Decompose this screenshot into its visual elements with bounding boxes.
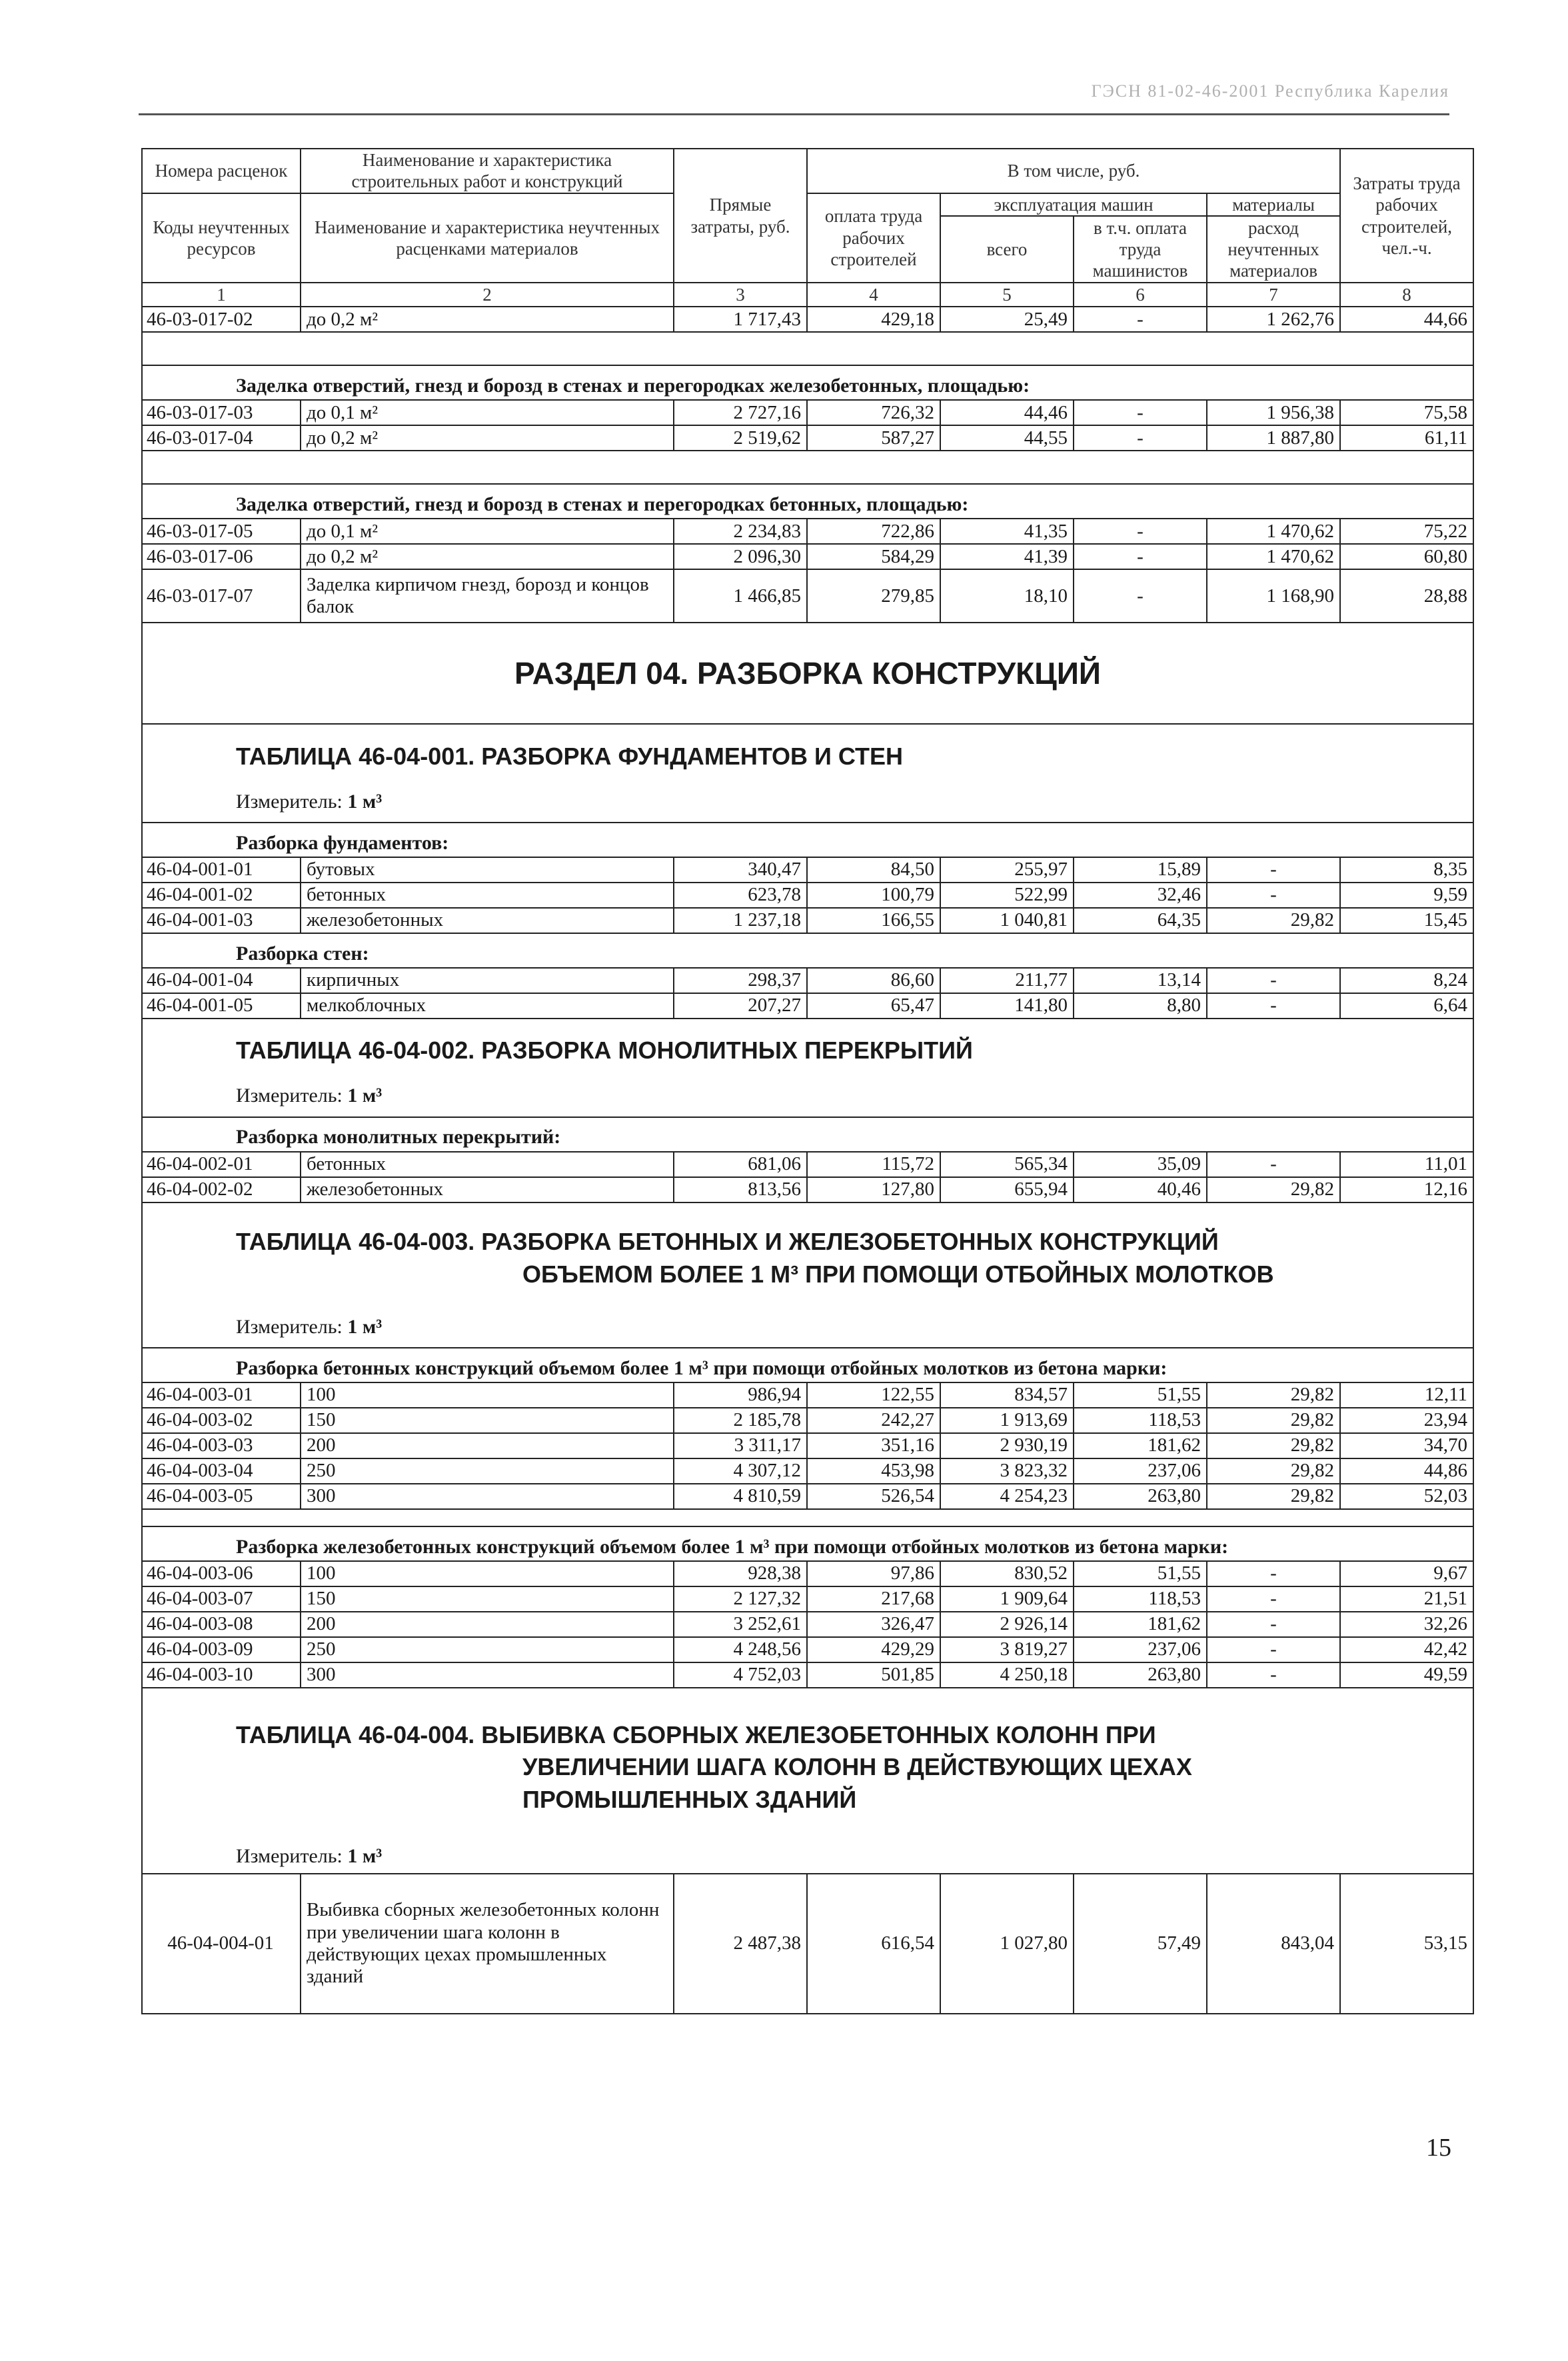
subheading-row	[142, 823, 1473, 857]
rate-row	[142, 1662, 1473, 1688]
section-row	[142, 623, 1473, 724]
value-machinist-wages: 118,53	[1074, 1408, 1207, 1433]
rate-code: 46-04-003-06	[142, 1561, 301, 1586]
value-wages: 97,86	[807, 1561, 940, 1586]
table-title	[142, 1688, 1473, 1840]
rate-row	[142, 519, 1473, 544]
header-numbers-row	[142, 283, 1473, 307]
value-labor-hours: 32,26	[1340, 1612, 1473, 1637]
subheading: Разборка железобетонных конструкций объемом более 1 м³ при помощи отбойных молотков из бетона марки:	[142, 1526, 1473, 1561]
col-number: 7	[1207, 283, 1340, 307]
value-labor-hours: 6,64	[1340, 993, 1473, 1019]
value-materials: -	[1207, 883, 1340, 908]
value-materials: -	[1207, 1152, 1340, 1177]
value-labor-hours: 8,35	[1340, 857, 1473, 883]
value-materials: 29,82	[1207, 908, 1340, 933]
value-labor-hours: 15,45	[1340, 908, 1473, 933]
value-machinist-wages: 32,46	[1074, 883, 1207, 908]
col-group-materials: материалы	[1207, 193, 1340, 216]
value-machines-total: 2 930,19	[940, 1433, 1074, 1458]
value-machinist-wages: 237,06	[1074, 1458, 1207, 1484]
value-wages: 217,68	[807, 1586, 940, 1612]
rate-code: 46-04-003-08	[142, 1612, 301, 1637]
rate-name: 250	[301, 1637, 674, 1662]
rate-row	[142, 993, 1473, 1019]
rate-code: 46-04-003-09	[142, 1637, 301, 1662]
rate-name: до 0,2 м²	[301, 307, 674, 332]
value-labor-hours: 49,59	[1340, 1662, 1473, 1688]
rate-name: кирпичных	[301, 968, 674, 993]
rate-name: до 0,2 м²	[301, 544, 674, 569]
value-machinist-wages: -	[1074, 307, 1207, 332]
rate-code: 46-03-017-03	[142, 400, 301, 425]
value-labor-hours: 11,01	[1340, 1152, 1473, 1177]
rate-code: 46-04-003-04	[142, 1458, 301, 1484]
value-machinist-wages: 263,80	[1074, 1662, 1207, 1688]
value-direct-costs: 623,78	[674, 883, 807, 908]
value-direct-costs: 4 307,12	[674, 1458, 807, 1484]
rate-row	[142, 908, 1473, 933]
spacer-row	[142, 1509, 1473, 1526]
rate-code: 46-04-001-05	[142, 993, 301, 1019]
rate-name: железобетонных	[301, 1177, 674, 1202]
value-materials: 843,04	[1207, 1874, 1340, 2014]
value-materials: 29,82	[1207, 1433, 1340, 1458]
table-title-line: ТАБЛИЦА 46-04-002. РАЗБОРКА МОНОЛИТНЫХ ПЕРЕКРЫТИЙ	[236, 1037, 973, 1065]
value-machinist-wages: -	[1074, 544, 1207, 569]
value-machines-total: 141,80	[940, 993, 1074, 1019]
rate-code: 46-04-003-01	[142, 1382, 301, 1408]
rate-row	[142, 569, 1473, 623]
value-machinist-wages: 35,09	[1074, 1152, 1207, 1177]
measure-value: 1 м³	[347, 1315, 383, 1338]
value-direct-costs: 2 487,38	[674, 1874, 807, 2014]
measure-row	[142, 1307, 1473, 1348]
value-labor-hours: 12,16	[1340, 1177, 1473, 1202]
value-materials: 1 262,76	[1207, 307, 1340, 332]
rate-row	[142, 883, 1473, 908]
col-name-bottom: Наименование и характеристика неучтенных расценками материалов	[301, 193, 674, 283]
rate-code: 46-04-002-02	[142, 1177, 301, 1202]
value-direct-costs: 4 248,56	[674, 1637, 807, 1662]
value-machinist-wages: -	[1074, 400, 1207, 425]
value-materials: 29,82	[1207, 1408, 1340, 1433]
rate-row	[142, 1484, 1473, 1509]
table-title-row	[142, 1019, 1473, 1077]
spacer-row	[142, 332, 1473, 365]
col-direct-costs: Прямые затраты, руб.	[674, 149, 807, 283]
col-number: 4	[807, 283, 940, 307]
value-labor-hours: 9,59	[1340, 883, 1473, 908]
value-machines-total: 44,55	[940, 425, 1074, 451]
value-wages: 584,29	[807, 544, 940, 569]
value-materials: 29,82	[1207, 1458, 1340, 1484]
subheading: Разборка бетонных конструкций объемом более 1 м³ при помощи отбойных молотков из бетона марки:	[142, 1348, 1473, 1382]
rate-code: 46-04-002-01	[142, 1152, 301, 1177]
value-direct-costs: 2 185,78	[674, 1408, 807, 1433]
value-materials: -	[1207, 857, 1340, 883]
subheading-row	[142, 1348, 1473, 1382]
spacer-row	[142, 451, 1473, 484]
value-wages: 122,55	[807, 1382, 940, 1408]
rate-row	[142, 1433, 1473, 1458]
value-machinist-wages: 181,62	[1074, 1612, 1207, 1637]
col-labor-hours: Затраты труда рабочих строителей, чел.-ч.	[1340, 149, 1473, 283]
value-machinist-wages: 51,55	[1074, 1382, 1207, 1408]
value-labor-hours: 42,42	[1340, 1637, 1473, 1662]
rate-name: Заделка кирпичом гнезд, борозд и концов балок	[301, 569, 674, 623]
measure	[142, 782, 1473, 823]
value-machines-total: 565,34	[940, 1152, 1074, 1177]
value-machines-total: 255,97	[940, 857, 1074, 883]
col-number: 1	[142, 283, 301, 307]
rate-name: 200	[301, 1433, 674, 1458]
value-labor-hours: 12,11	[1340, 1382, 1473, 1408]
value-wages: 429,18	[807, 307, 940, 332]
value-labor-hours: 9,67	[1340, 1561, 1473, 1586]
table-title	[142, 1019, 1473, 1077]
table-title	[142, 1202, 1473, 1307]
value-direct-costs: 681,06	[674, 1152, 807, 1177]
measure	[142, 1077, 1473, 1117]
col-codes-bottom: Коды неучтенных ресурсов	[142, 193, 301, 283]
rate-code: 46-04-004-01	[142, 1874, 301, 2014]
table-title-row	[142, 1202, 1473, 1307]
value-machinist-wages: 181,62	[1074, 1433, 1207, 1458]
rate-name: 200	[301, 1612, 674, 1637]
rate-name: 100	[301, 1561, 674, 1586]
subheading-row	[142, 1526, 1473, 1561]
value-wages: 279,85	[807, 569, 940, 623]
value-materials: -	[1207, 968, 1340, 993]
rate-name: 300	[301, 1484, 674, 1509]
value-machinist-wages: 8,80	[1074, 993, 1207, 1019]
value-materials: -	[1207, 1662, 1340, 1688]
value-wages: 722,86	[807, 519, 940, 544]
value-labor-hours: 44,86	[1340, 1458, 1473, 1484]
value-direct-costs: 2 234,83	[674, 519, 807, 544]
measure-label: Измеритель:	[236, 1315, 343, 1338]
rate-row	[142, 1586, 1473, 1612]
value-wages: 65,47	[807, 993, 940, 1019]
subheading: Разборка стен:	[142, 933, 1473, 968]
value-materials: -	[1207, 993, 1340, 1019]
measure	[142, 1307, 1473, 1348]
value-materials: -	[1207, 1637, 1340, 1662]
value-machinist-wages: -	[1074, 519, 1207, 544]
value-direct-costs: 298,37	[674, 968, 807, 993]
value-materials: -	[1207, 1586, 1340, 1612]
rate-name: 150	[301, 1586, 674, 1612]
value-machinist-wages: 118,53	[1074, 1586, 1207, 1612]
value-machinist-wages: 15,89	[1074, 857, 1207, 883]
rate-row	[142, 544, 1473, 569]
subheading: Заделка отверстий, гнезд и борозд в стенах и перегородках бетонных, площадью:	[142, 484, 1473, 519]
rate-name: 100	[301, 1382, 674, 1408]
rate-name: до 0,2 м²	[301, 425, 674, 451]
value-labor-hours: 75,22	[1340, 519, 1473, 544]
value-materials: 1 470,62	[1207, 519, 1340, 544]
rate-name: 250	[301, 1458, 674, 1484]
col-number: 8	[1340, 283, 1473, 307]
rate-code: 46-03-017-02	[142, 307, 301, 332]
header-rule	[139, 113, 1449, 115]
rate-row	[142, 968, 1473, 993]
value-wages: 351,16	[807, 1433, 940, 1458]
rate-name: бетонных	[301, 883, 674, 908]
table-title-line: УВЕЛИЧЕНИИ ШАГА КОЛОНН В ДЕЙСТВУЮЩИХ ЦЕХАХ	[522, 1753, 1192, 1781]
value-labor-hours: 60,80	[1340, 544, 1473, 569]
rate-row	[142, 1152, 1473, 1177]
value-machinist-wages: 64,35	[1074, 908, 1207, 933]
measure-label: Измеритель:	[236, 790, 343, 813]
rate-code: 46-04-001-01	[142, 857, 301, 883]
rate-row	[142, 425, 1473, 451]
subheading-row	[142, 484, 1473, 519]
subheading-row	[142, 365, 1473, 400]
rate-code: 46-03-017-04	[142, 425, 301, 451]
value-machines-total: 3 819,27	[940, 1637, 1074, 1662]
rate-name: бутовых	[301, 857, 674, 883]
value-direct-costs: 1 237,18	[674, 908, 807, 933]
value-machines-total: 41,35	[940, 519, 1074, 544]
header-row-mid	[142, 193, 1473, 216]
rate-code: 46-04-003-02	[142, 1408, 301, 1433]
value-labor-hours: 44,66	[1340, 307, 1473, 332]
value-labor-hours: 53,15	[1340, 1874, 1473, 2014]
value-machines-total: 25,49	[940, 307, 1074, 332]
measure-row	[142, 1077, 1473, 1117]
col-codes-top: Номера расценок	[142, 149, 301, 193]
value-machines-total: 4 250,18	[940, 1662, 1074, 1688]
value-labor-hours: 21,51	[1340, 1586, 1473, 1612]
value-wages: 127,80	[807, 1177, 940, 1202]
value-materials: 1 470,62	[1207, 544, 1340, 569]
value-machines-total: 655,94	[940, 1177, 1074, 1202]
rate-code: 46-04-001-02	[142, 883, 301, 908]
rate-name: железобетонных	[301, 908, 674, 933]
value-wages: 501,85	[807, 1662, 940, 1688]
value-machines-total: 830,52	[940, 1561, 1074, 1586]
value-materials: 1 168,90	[1207, 569, 1340, 623]
page-number: 15	[1426, 2134, 1451, 2162]
value-machinist-wages: 57,49	[1074, 1874, 1207, 2014]
table-title-line: ТАБЛИЦА 46-04-004. ВЫБИВКА СБОРНЫХ ЖЕЛЕЗОБЕТОННЫХ КОЛОНН ПРИ	[236, 1720, 1156, 1748]
value-direct-costs: 928,38	[674, 1561, 807, 1586]
value-machines-total: 834,57	[940, 1382, 1074, 1408]
table-title-row	[142, 724, 1473, 782]
rate-code: 46-03-017-07	[142, 569, 301, 623]
table-title-line: ПРОМЫШЛЕННЫХ ЗДАНИЙ	[522, 1785, 857, 1813]
col-machines-total: всего	[940, 216, 1074, 283]
value-wages: 100,79	[807, 883, 940, 908]
col-group-machines: эксплуатация машин	[940, 193, 1207, 216]
value-machinist-wages: 13,14	[1074, 968, 1207, 993]
value-machines-total: 1 027,80	[940, 1874, 1074, 2014]
col-materials: расход неучтенных материалов	[1207, 216, 1340, 283]
rate-row	[142, 857, 1473, 883]
value-machines-total: 41,39	[940, 544, 1074, 569]
value-wages: 429,29	[807, 1637, 940, 1662]
col-machinist-wages: в т.ч. оплата труда машинистов	[1074, 216, 1207, 283]
value-machines-total: 522,99	[940, 883, 1074, 908]
value-materials: -	[1207, 1612, 1340, 1637]
value-wages: 115,72	[807, 1152, 940, 1177]
rate-row	[142, 1408, 1473, 1433]
table-title-line: ТАБЛИЦА 46-04-003. РАЗБОРКА БЕТОННЫХ И ЖЕЛЕЗОБЕТОННЫХ КОНСТРУКЦИЙ	[236, 1228, 1219, 1256]
value-machinist-wages: 263,80	[1074, 1484, 1207, 1509]
measure-value: 1 м³	[347, 1844, 383, 1867]
rate-name: до 0,1 м²	[301, 519, 674, 544]
rate-code: 46-04-001-04	[142, 968, 301, 993]
measure-value: 1 м³	[347, 1085, 383, 1107]
value-direct-costs: 207,27	[674, 993, 807, 1019]
value-machines-total: 1 913,69	[940, 1408, 1074, 1433]
value-direct-costs: 813,56	[674, 1177, 807, 1202]
rate-name: 300	[301, 1662, 674, 1688]
col-name-top: Наименование и характеристика строительных работ и конструкций	[301, 149, 674, 193]
rate-code: 46-04-003-03	[142, 1433, 301, 1458]
value-machinist-wages: -	[1074, 569, 1207, 623]
value-labor-hours: 34,70	[1340, 1433, 1473, 1458]
table-title-line: ОБЪЕМОМ БОЛЕЕ 1 М³ ПРИ ПОМОЩИ ОТБОЙНЫХ МОЛОТКОВ	[522, 1260, 1274, 1288]
rate-row	[142, 1382, 1473, 1408]
section-title: РАЗДЕЛ 04. РАЗБОРКА КОНСТРУКЦИЙ	[142, 623, 1473, 724]
value-direct-costs: 1 466,85	[674, 569, 807, 623]
rate-code: 46-04-003-05	[142, 1484, 301, 1509]
value-wages: 242,27	[807, 1408, 940, 1433]
col-number: 6	[1074, 283, 1207, 307]
value-labor-hours: 28,88	[1340, 569, 1473, 623]
rate-code: 46-03-017-05	[142, 519, 301, 544]
value-direct-costs: 4 752,03	[674, 1662, 807, 1688]
subheading: Разборка монолитных перекрытий:	[142, 1117, 1473, 1152]
value-machines-total: 2 926,14	[940, 1612, 1074, 1637]
value-labor-hours: 23,94	[1340, 1408, 1473, 1433]
measure-label: Измеритель:	[236, 1085, 343, 1107]
value-direct-costs: 2 727,16	[674, 400, 807, 425]
subheading: Разборка фундаментов:	[142, 823, 1473, 857]
value-machinist-wages: 40,46	[1074, 1177, 1207, 1202]
col-number: 3	[674, 283, 807, 307]
value-wages: 726,32	[807, 400, 940, 425]
value-machines-total: 3 823,32	[940, 1458, 1074, 1484]
rate-row	[142, 400, 1473, 425]
rate-row	[142, 1612, 1473, 1637]
rate-name: 150	[301, 1408, 674, 1433]
measure-label: Измеритель:	[236, 1844, 343, 1867]
value-machines-total: 18,10	[940, 569, 1074, 623]
value-machines-total: 211,77	[940, 968, 1074, 993]
rate-row	[142, 1561, 1473, 1586]
value-wages: 166,55	[807, 908, 940, 933]
subheading-row	[142, 933, 1473, 968]
value-direct-costs: 3 252,61	[674, 1612, 807, 1637]
col-number: 5	[940, 283, 1074, 307]
value-direct-costs: 2 519,62	[674, 425, 807, 451]
rate-name: до 0,1 м²	[301, 400, 674, 425]
rate-row	[142, 1177, 1473, 1202]
rate-name: бетонных	[301, 1152, 674, 1177]
table-title	[142, 724, 1473, 782]
rate-row	[142, 1637, 1473, 1662]
rate-name: Выбивка сборных железобетонных колонн при увеличении шага колонн в действующих цехах промышленных зданий	[301, 1874, 674, 2014]
value-direct-costs: 3 311,17	[674, 1433, 807, 1458]
value-machines-total: 44,46	[940, 400, 1074, 425]
value-materials: 29,82	[1207, 1177, 1340, 1202]
rate-row	[142, 1874, 1473, 2014]
value-materials: 1 887,80	[1207, 425, 1340, 451]
rate-row	[142, 1458, 1473, 1484]
value-machinist-wages: 51,55	[1074, 1561, 1207, 1586]
value-labor-hours: 52,03	[1340, 1484, 1473, 1509]
value-materials: 1 956,38	[1207, 400, 1340, 425]
value-wages: 86,60	[807, 968, 940, 993]
value-direct-costs: 340,47	[674, 857, 807, 883]
rate-row	[142, 307, 1473, 332]
value-wages: 453,98	[807, 1458, 940, 1484]
value-machines-total: 4 254,23	[940, 1484, 1074, 1509]
value-wages: 526,54	[807, 1484, 940, 1509]
value-direct-costs: 1 717,43	[674, 307, 807, 332]
value-wages: 84,50	[807, 857, 940, 883]
value-labor-hours: 75,58	[1340, 400, 1473, 425]
value-materials: -	[1207, 1561, 1340, 1586]
value-labor-hours: 8,24	[1340, 968, 1473, 993]
value-direct-costs: 2 127,32	[674, 1586, 807, 1612]
table-title-row	[142, 1688, 1473, 1840]
table-title-line: ТАБЛИЦА 46-04-001. РАЗБОРКА ФУНДАМЕНТОВ И СТЕН	[236, 742, 903, 770]
rate-code: 46-04-003-10	[142, 1662, 301, 1688]
col-number: 2	[301, 283, 674, 307]
value-machinist-wages: 237,06	[1074, 1637, 1207, 1662]
rate-code: 46-03-017-06	[142, 544, 301, 569]
value-direct-costs: 986,94	[674, 1382, 807, 1408]
value-labor-hours: 61,11	[1340, 425, 1473, 451]
value-machines-total: 1 040,81	[940, 908, 1074, 933]
measure	[142, 1840, 1473, 1874]
value-materials: 29,82	[1207, 1484, 1340, 1509]
value-direct-costs: 4 810,59	[674, 1484, 807, 1509]
value-wages: 326,47	[807, 1612, 940, 1637]
value-materials: 29,82	[1207, 1382, 1340, 1408]
page-header: ГЭСН 81-02-46-2001 Республика Карелия	[1091, 81, 1449, 101]
subheading: Заделка отверстий, гнезд и борозд в стенах и перегородках железобетонных, площадью:	[142, 365, 1473, 400]
rate-code: 46-04-001-03	[142, 908, 301, 933]
subheading-row	[142, 1117, 1473, 1152]
measure-row	[142, 782, 1473, 823]
col-group-incl: В том числе, руб.	[807, 149, 1340, 193]
col-wages: оплата труда рабочих строителей	[807, 193, 940, 283]
rate-name: мелкоблочных	[301, 993, 674, 1019]
value-wages: 587,27	[807, 425, 940, 451]
rates-table	[141, 148, 1474, 2014]
rate-code: 46-04-003-07	[142, 1586, 301, 1612]
measure-value: 1 м³	[347, 790, 383, 813]
measure-row	[142, 1840, 1473, 1874]
value-direct-costs: 2 096,30	[674, 544, 807, 569]
header-row-top	[142, 149, 1473, 193]
value-wages: 616,54	[807, 1874, 940, 2014]
value-machinist-wages: -	[1074, 425, 1207, 451]
value-machines-total: 1 909,64	[940, 1586, 1074, 1612]
